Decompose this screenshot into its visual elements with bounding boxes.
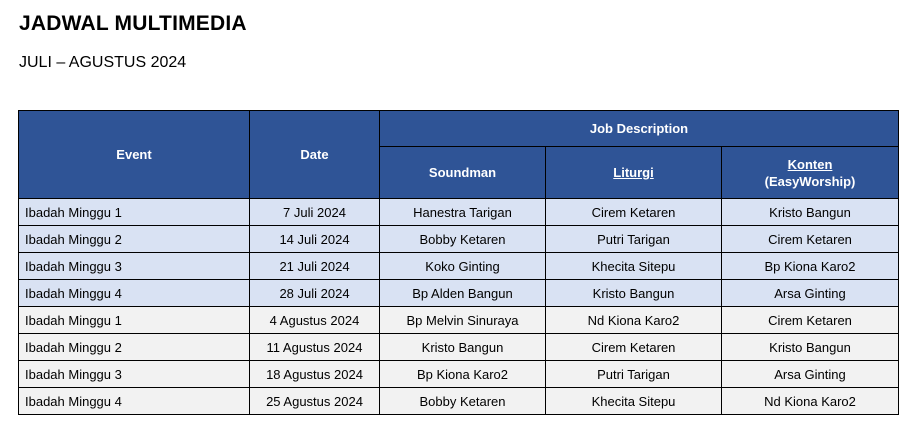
- cell-konten: Kristo Bangun: [722, 199, 899, 226]
- schedule-table: [18, 110, 899, 415]
- cell-event: Ibadah Minggu 1: [19, 307, 250, 334]
- cell-date: 7 Juli 2024: [250, 199, 380, 226]
- cell-soundman: Bobby Ketaren: [380, 226, 546, 253]
- cell-date: 25 Agustus 2024: [250, 388, 380, 415]
- cell-liturgi: Khecita Sitepu: [546, 253, 722, 280]
- cell-liturgi: Putri Tarigan: [546, 361, 722, 388]
- cell-soundman: Bp Kiona Karo2: [380, 361, 546, 388]
- table-row: [19, 280, 899, 307]
- table-row: [19, 253, 899, 280]
- cell-event: Ibadah Minggu 2: [19, 226, 250, 253]
- table-row: [19, 226, 899, 253]
- cell-liturgi: Cirem Ketaren: [546, 199, 722, 226]
- table-row: [19, 361, 899, 388]
- cell-konten: Cirem Ketaren: [722, 226, 899, 253]
- cell-date: 21 Juli 2024: [250, 253, 380, 280]
- header-liturgi-label: Liturgi: [613, 165, 654, 180]
- cell-event: Ibadah Minggu 4: [19, 388, 250, 415]
- cell-date: 11 Agustus 2024: [250, 334, 380, 361]
- cell-soundman: Bobby Ketaren: [380, 388, 546, 415]
- schedule-body: [19, 199, 899, 415]
- cell-date: 18 Agustus 2024: [250, 361, 380, 388]
- table-row: [19, 388, 899, 415]
- cell-konten: Cirem Ketaren: [722, 307, 899, 334]
- cell-konten: Arsa Ginting: [722, 280, 899, 307]
- cell-date: 4 Agustus 2024: [250, 307, 380, 334]
- cell-konten: Kristo Bangun: [722, 334, 899, 361]
- cell-liturgi: Kristo Bangun: [546, 280, 722, 307]
- cell-event: Ibadah Minggu 1: [19, 199, 250, 226]
- cell-konten: Arsa Ginting: [722, 361, 899, 388]
- cell-date: 14 Juli 2024: [250, 226, 380, 253]
- cell-konten: Nd Kiona Karo2: [722, 388, 899, 415]
- header-liturgi: [546, 147, 722, 199]
- cell-liturgi: Khecita Sitepu: [546, 388, 722, 415]
- table-row: [19, 199, 899, 226]
- cell-soundman: Bp Alden Bangun: [380, 280, 546, 307]
- cell-konten: Bp Kiona Karo2: [722, 253, 899, 280]
- cell-event: Ibadah Minggu 2: [19, 334, 250, 361]
- header-soundman: Soundman: [380, 147, 546, 199]
- cell-soundman: Hanestra Tarigan: [380, 199, 546, 226]
- cell-event: Ibadah Minggu 4: [19, 280, 250, 307]
- header-event: Event: [19, 111, 250, 199]
- cell-soundman: Kristo Bangun: [380, 334, 546, 361]
- cell-soundman: Koko Ginting: [380, 253, 546, 280]
- header-job-description: Job Description: [380, 111, 899, 147]
- cell-liturgi: Nd Kiona Karo2: [546, 307, 722, 334]
- header-date: Date: [250, 111, 380, 199]
- cell-event: Ibadah Minggu 3: [19, 253, 250, 280]
- table-row: [19, 307, 899, 334]
- header-konten: [722, 147, 899, 199]
- header-konten-line2: (EasyWorship): [764, 173, 856, 189]
- cell-soundman: Bp Melvin Sinuraya: [380, 307, 546, 334]
- cell-date: 28 Juli 2024: [250, 280, 380, 307]
- cell-liturgi: Cirem Ketaren: [546, 334, 722, 361]
- header-konten-line1: Konten: [787, 156, 833, 172]
- cell-event: Ibadah Minggu 3: [19, 361, 250, 388]
- table-row: [19, 334, 899, 361]
- cell-liturgi: Putri Tarigan: [546, 226, 722, 253]
- document-subtitle: JULI – AGUSTUS 2024: [19, 54, 187, 71]
- document-title: JADWAL MULTIMEDIA: [19, 12, 247, 35]
